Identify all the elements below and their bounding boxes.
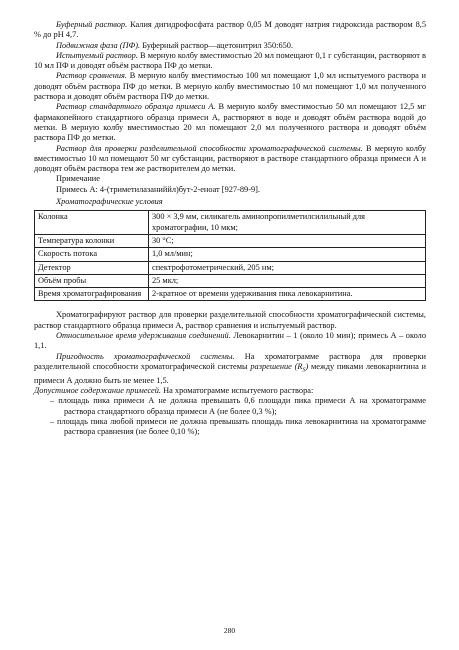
paragraph-buffer: Буферный раствор. Калия дигидрофосфата раствор 0,05 М доводят натрия гидроксида раствором 8,5 % до pH 4,7. <box>34 20 427 40</box>
paragraph-impurity-limits: Допустимое содержание примесей. На хроматограмме испытуемого раствора: <box>34 386 314 396</box>
paragraph-standard-solution: Раствор стандартного образца примеси А. В мерную колбу вместимостью 50 мл помещают 12,5 мг фармакопейного стандартного образца примеси А, растворяют в воде и доводят объём раствора водой до метки. В мерную колбу вместимостью 20 мл помещают 2,0 мл полученного раствора и доводят объём раствора ПФ до метки. <box>34 102 426 143</box>
table-row <box>35 274 426 287</box>
bullet-impurity-a-limit: – площадь пика примеси А не должна превышать 0,6 площади пика примеси А на хроматограмме раствора стандартного образца примеси А (не более 0,3 %); <box>50 396 426 416</box>
bullet-any-impurity-limit: – площадь пика любой примеси не должна превышать площадь пика левокарнитина на хроматограмме раствора сравнения (не более 0,10 %); <box>50 417 426 437</box>
paragraph-retention-time: Относительное время удерживания соединений. Левокарнитин – 1 (около 10 мин); примесь А – около 1,1. <box>34 331 426 351</box>
table-cell-label: Детектор <box>35 261 149 274</box>
table-row <box>35 261 426 274</box>
paragraph-mobile-phase: Подвижная фаза (ПФ). Буферный раствор—ацетонитрил 350:650. <box>56 40 294 50</box>
table-cell-value: 2-кратное от времени удерживания пика левокарнитина. <box>149 288 426 301</box>
table-cell-value: 1,0 мл/мин; <box>149 248 426 261</box>
chromatographic-conditions-table <box>34 210 426 301</box>
table-cell-label: Температура колонки <box>35 234 149 247</box>
table-cell-value: 30 °C; <box>149 234 426 247</box>
paragraph-system-suitability: Пригодность хроматографической системы. На хроматограмме раствора для проверки разделительной способности хроматографической системы разрешение $(R_S)$ между пиками левокарнитина и примеси А должно быть не менее 1,5. <box>34 351 427 385</box>
table-row <box>35 288 426 301</box>
table-cell-value: 25 мкл; <box>149 274 426 287</box>
paragraph-note-heading: Примечание <box>56 174 100 184</box>
table-cell-label: Время хроматографирования <box>35 288 149 301</box>
paragraph-impurity-a: Примесь А: 4-(триметилазаниййл)бут-2-еноат [927-89-9]. <box>56 184 261 194</box>
paragraph-reference-solution: Раствор сравнения. В мерную колбу вместимостью 100 мл помещают 1,0 мл испытуемого раствора и доводят объём раствора ПФ до метки. В мерную колбу вместимостью 10 мл помещают 1,0 мл полученного раствора и доводят объём раствора ПФ до метки. <box>34 71 426 102</box>
paragraph-resolution-solution: Раствор для проверки разделительной способности хроматографической системы. В мерную колбу вместимостью 10 мл помещают 50 мг субстанции, растворяют в растворе стандартного образца примеси А и доводят объём раствора тем же растворителем до метки. <box>34 143 426 174</box>
paragraph-test-solution: Испытуемый раствор. В мерную колбу вместимостью 20 мл помещают 0,1 г субстанции, растворяют в 10 мл ПФ и доводят объём раствора ПФ до метки. <box>34 50 426 71</box>
table-cell-label: Скорость потока <box>35 248 149 261</box>
table-row <box>35 211 426 235</box>
table-row <box>35 248 426 261</box>
table-caption: Хроматографические условия <box>56 197 163 207</box>
table-row <box>35 234 426 247</box>
table-cell-value: 300 × 3,9 мм, силикагель аминопропилметилсилильный для хроматографии, 10 мкм; <box>149 211 426 235</box>
paragraph-chromatograph: Хроматографируют раствор для проверки разделительной способности хроматографической системы, раствор стандартного образца примеси А, раствор сравнения и испытуемый раствор. <box>34 310 426 330</box>
table-cell-label: Объём пробы <box>35 274 149 287</box>
table-cell-value: спектрофотометрический, 205 нм; <box>149 261 426 274</box>
table-cell-label: Колонка <box>35 211 149 235</box>
document-page <box>34 20 426 438</box>
page-number: 280 <box>223 626 236 635</box>
